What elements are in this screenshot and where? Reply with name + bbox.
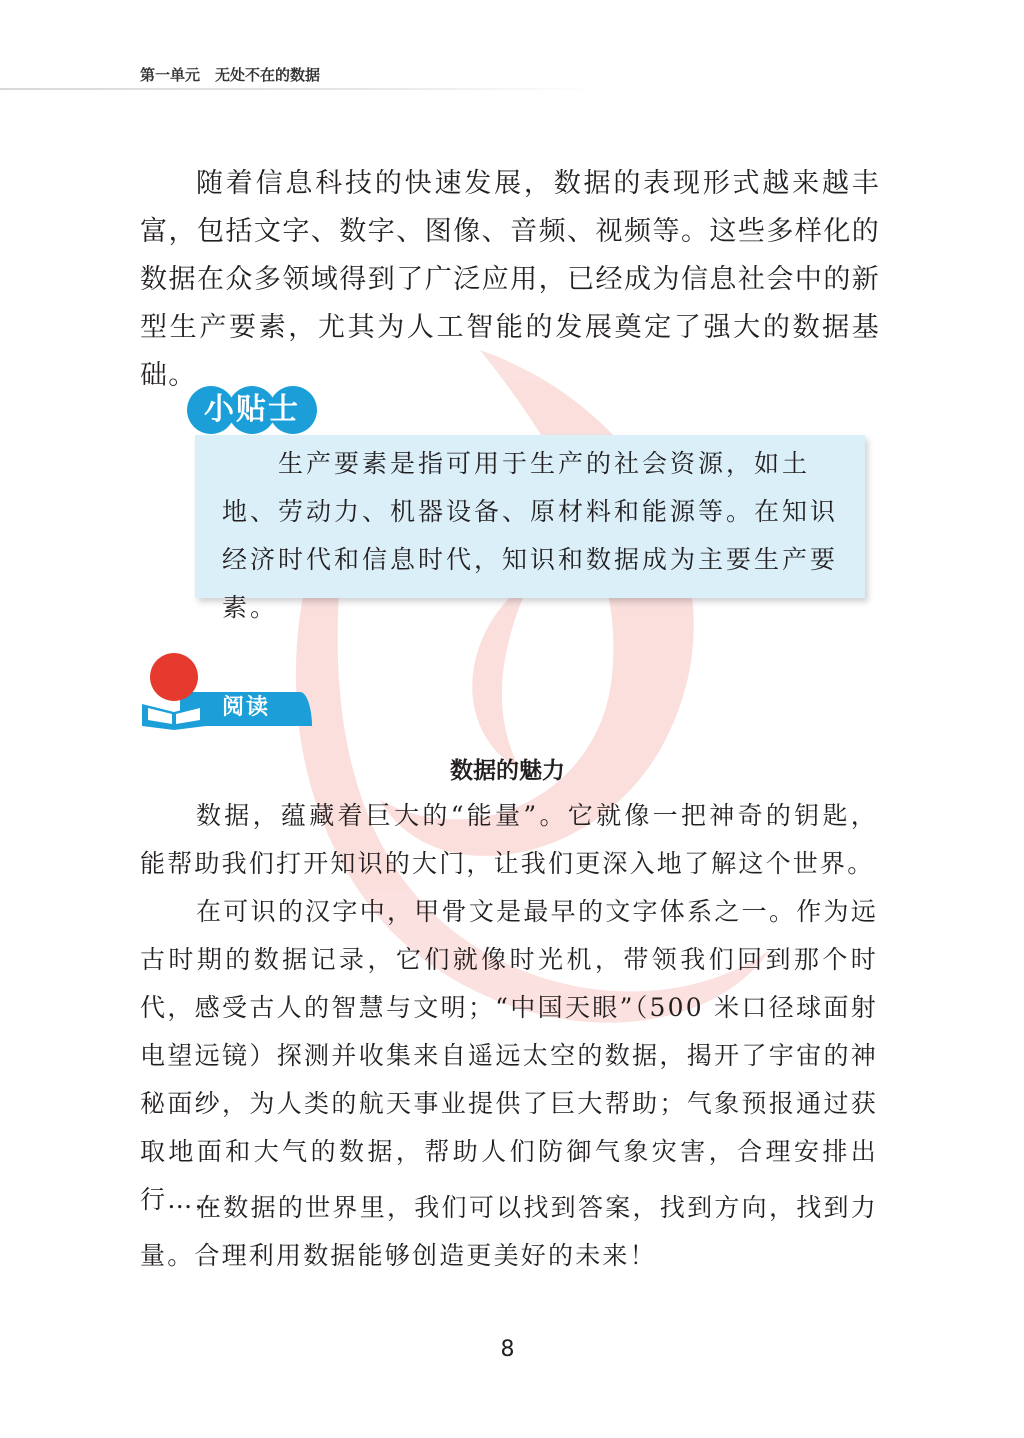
page-number: 8 [500, 1337, 515, 1362]
tip-text: 生产要素是指可用于生产的社会资源，如土地、劳动力、机器设备、原材料和能源等。在知识经济时代和信息时代，知识和数据成为主要生产要素。 [222, 449, 839, 622]
article-title: 数据的魅力 [450, 758, 565, 784]
reading-paragraph-2: 在可识的汉字中，甲骨文是最早的文字体系之一。作为远古时期的数据记录，它们就像时光机，带领我们回到那个时代，感受古人的智慧与文明；“中国天眼”（500 米口径球面射电望远镜）探测并收集来自遥远太空的数据，揭开了宇宙的神秘面纱，为人类的航天事业提供了巨大帮助；气象预报通过获取地面和大气的数据，帮助人们防御气象灾害，合理安排出行…… [140, 897, 878, 1214]
header-divider [0, 88, 600, 90]
unit-title: 第一单元 无处不在的数据 [140, 66, 321, 84]
tip-title: 小贴士 [204, 392, 300, 427]
reading-badge-label: 阅读 [222, 695, 271, 720]
tip-badge [185, 384, 319, 436]
page-header [0, 0, 1024, 90]
reading-paragraph-3: 在数据的世界里，我们可以找到答案，找到方向，找到力量。合理利用数据能够创造更美好的未来！ [140, 1193, 878, 1270]
intro-paragraph: 随着信息科技的快速发展，数据的表现形式越来越丰富，包括文字、数字、图像、音频、视频等。这些多样化的数据在众多领域得到了广泛应用，已经成为信息社会中的新型生产要素，尤其为人工智能的发展奠定了强大的数据基础。 [140, 168, 880, 391]
reading-paragraph-1: 数据，蕴藏着巨大的“能量”。它就像一把神奇的钥匙，能帮助我们打开知识的大门，让我们更深入地了解这个世界。 [140, 801, 878, 878]
